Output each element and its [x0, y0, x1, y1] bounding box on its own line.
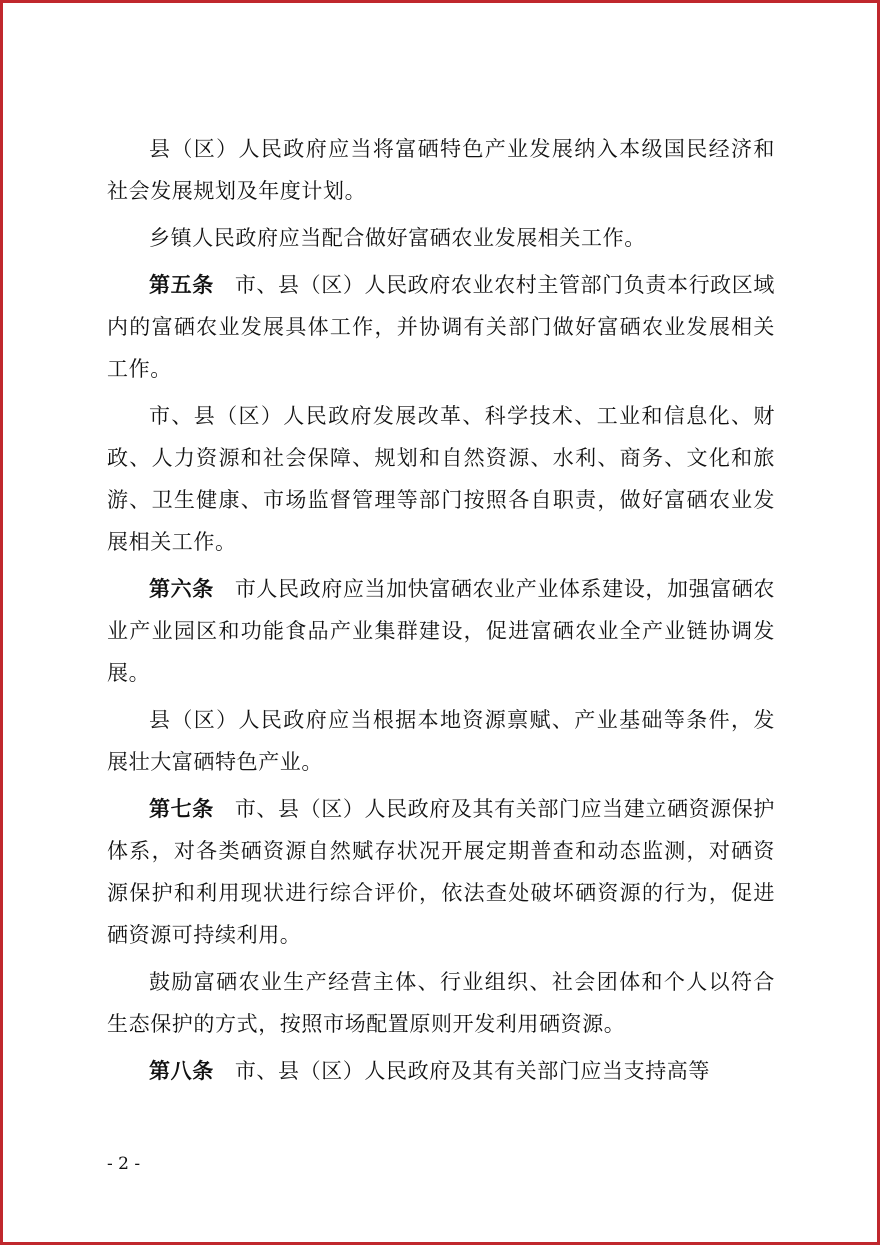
paragraph-6: [107, 699, 775, 783]
document-body: [107, 128, 775, 1097]
article-5-number: 第五条: [149, 273, 214, 297]
article-7-text: 市、县（区）人民政府及其有关部门应当建立硒资源保护体系，对各类硒资源自然赋存状况开展定期普查和动态监测，对硒资源保护和利用现状进行综合评价，依法查处破坏硒资源的行为，促进硒资源可持续利用。: [107, 797, 775, 947]
article-7: [107, 788, 775, 956]
article-6-text: 市人民政府应当加快富硒农业产业体系建设，加强富硒农业产业园区和功能食品产业集群建设，促进富硒农业全产业链协调发展。: [107, 577, 775, 685]
paragraph-4-text: 市、县（区）人民政府发展改革、科学技术、工业和信息化、财政、人力资源和社会保障、规划和自然资源、水利、商务、文化和旅游、卫生健康、市场监督管理等部门按照各自职责，做好富硒农业发展相关工作。: [107, 404, 775, 554]
paragraph-6-text: 县（区）人民政府应当根据本地资源禀赋、产业基础等条件，发展壮大富硒特色产业。: [107, 708, 775, 774]
paragraph-8: [107, 961, 775, 1045]
paragraph-1-text: 县（区）人民政府应当将富硒特色产业发展纳入本级国民经济和社会发展规划及年度计划。: [107, 137, 775, 203]
paragraph-2-text: 乡镇人民政府应当配合做好富硒农业发展相关工作。: [149, 226, 646, 250]
paragraph-2: [107, 217, 775, 259]
article-6-number: 第六条: [149, 577, 214, 601]
article-5: [107, 264, 775, 390]
paragraph-8-text: 鼓励富硒农业生产经营主体、行业组织、社会团体和个人以符合生态保护的方式，按照市场配置原则开发利用硒资源。: [107, 970, 775, 1036]
paragraph-4: [107, 395, 775, 563]
page-number: - 2 -: [107, 1154, 141, 1174]
paragraph-1: [107, 128, 775, 212]
article-8: [107, 1050, 775, 1092]
article-7-number: 第七条: [149, 797, 214, 821]
article-8-text: 市、县（区）人民政府及其有关部门应当支持高等: [234, 1059, 711, 1083]
article-8-number: 第八条: [149, 1059, 214, 1083]
article-5-text: 市、县（区）人民政府农业农村主管部门负责本行政区域内的富硒农业发展具体工作，并协调有关部门做好富硒农业发展相关工作。: [107, 273, 775, 381]
article-6: [107, 568, 775, 694]
